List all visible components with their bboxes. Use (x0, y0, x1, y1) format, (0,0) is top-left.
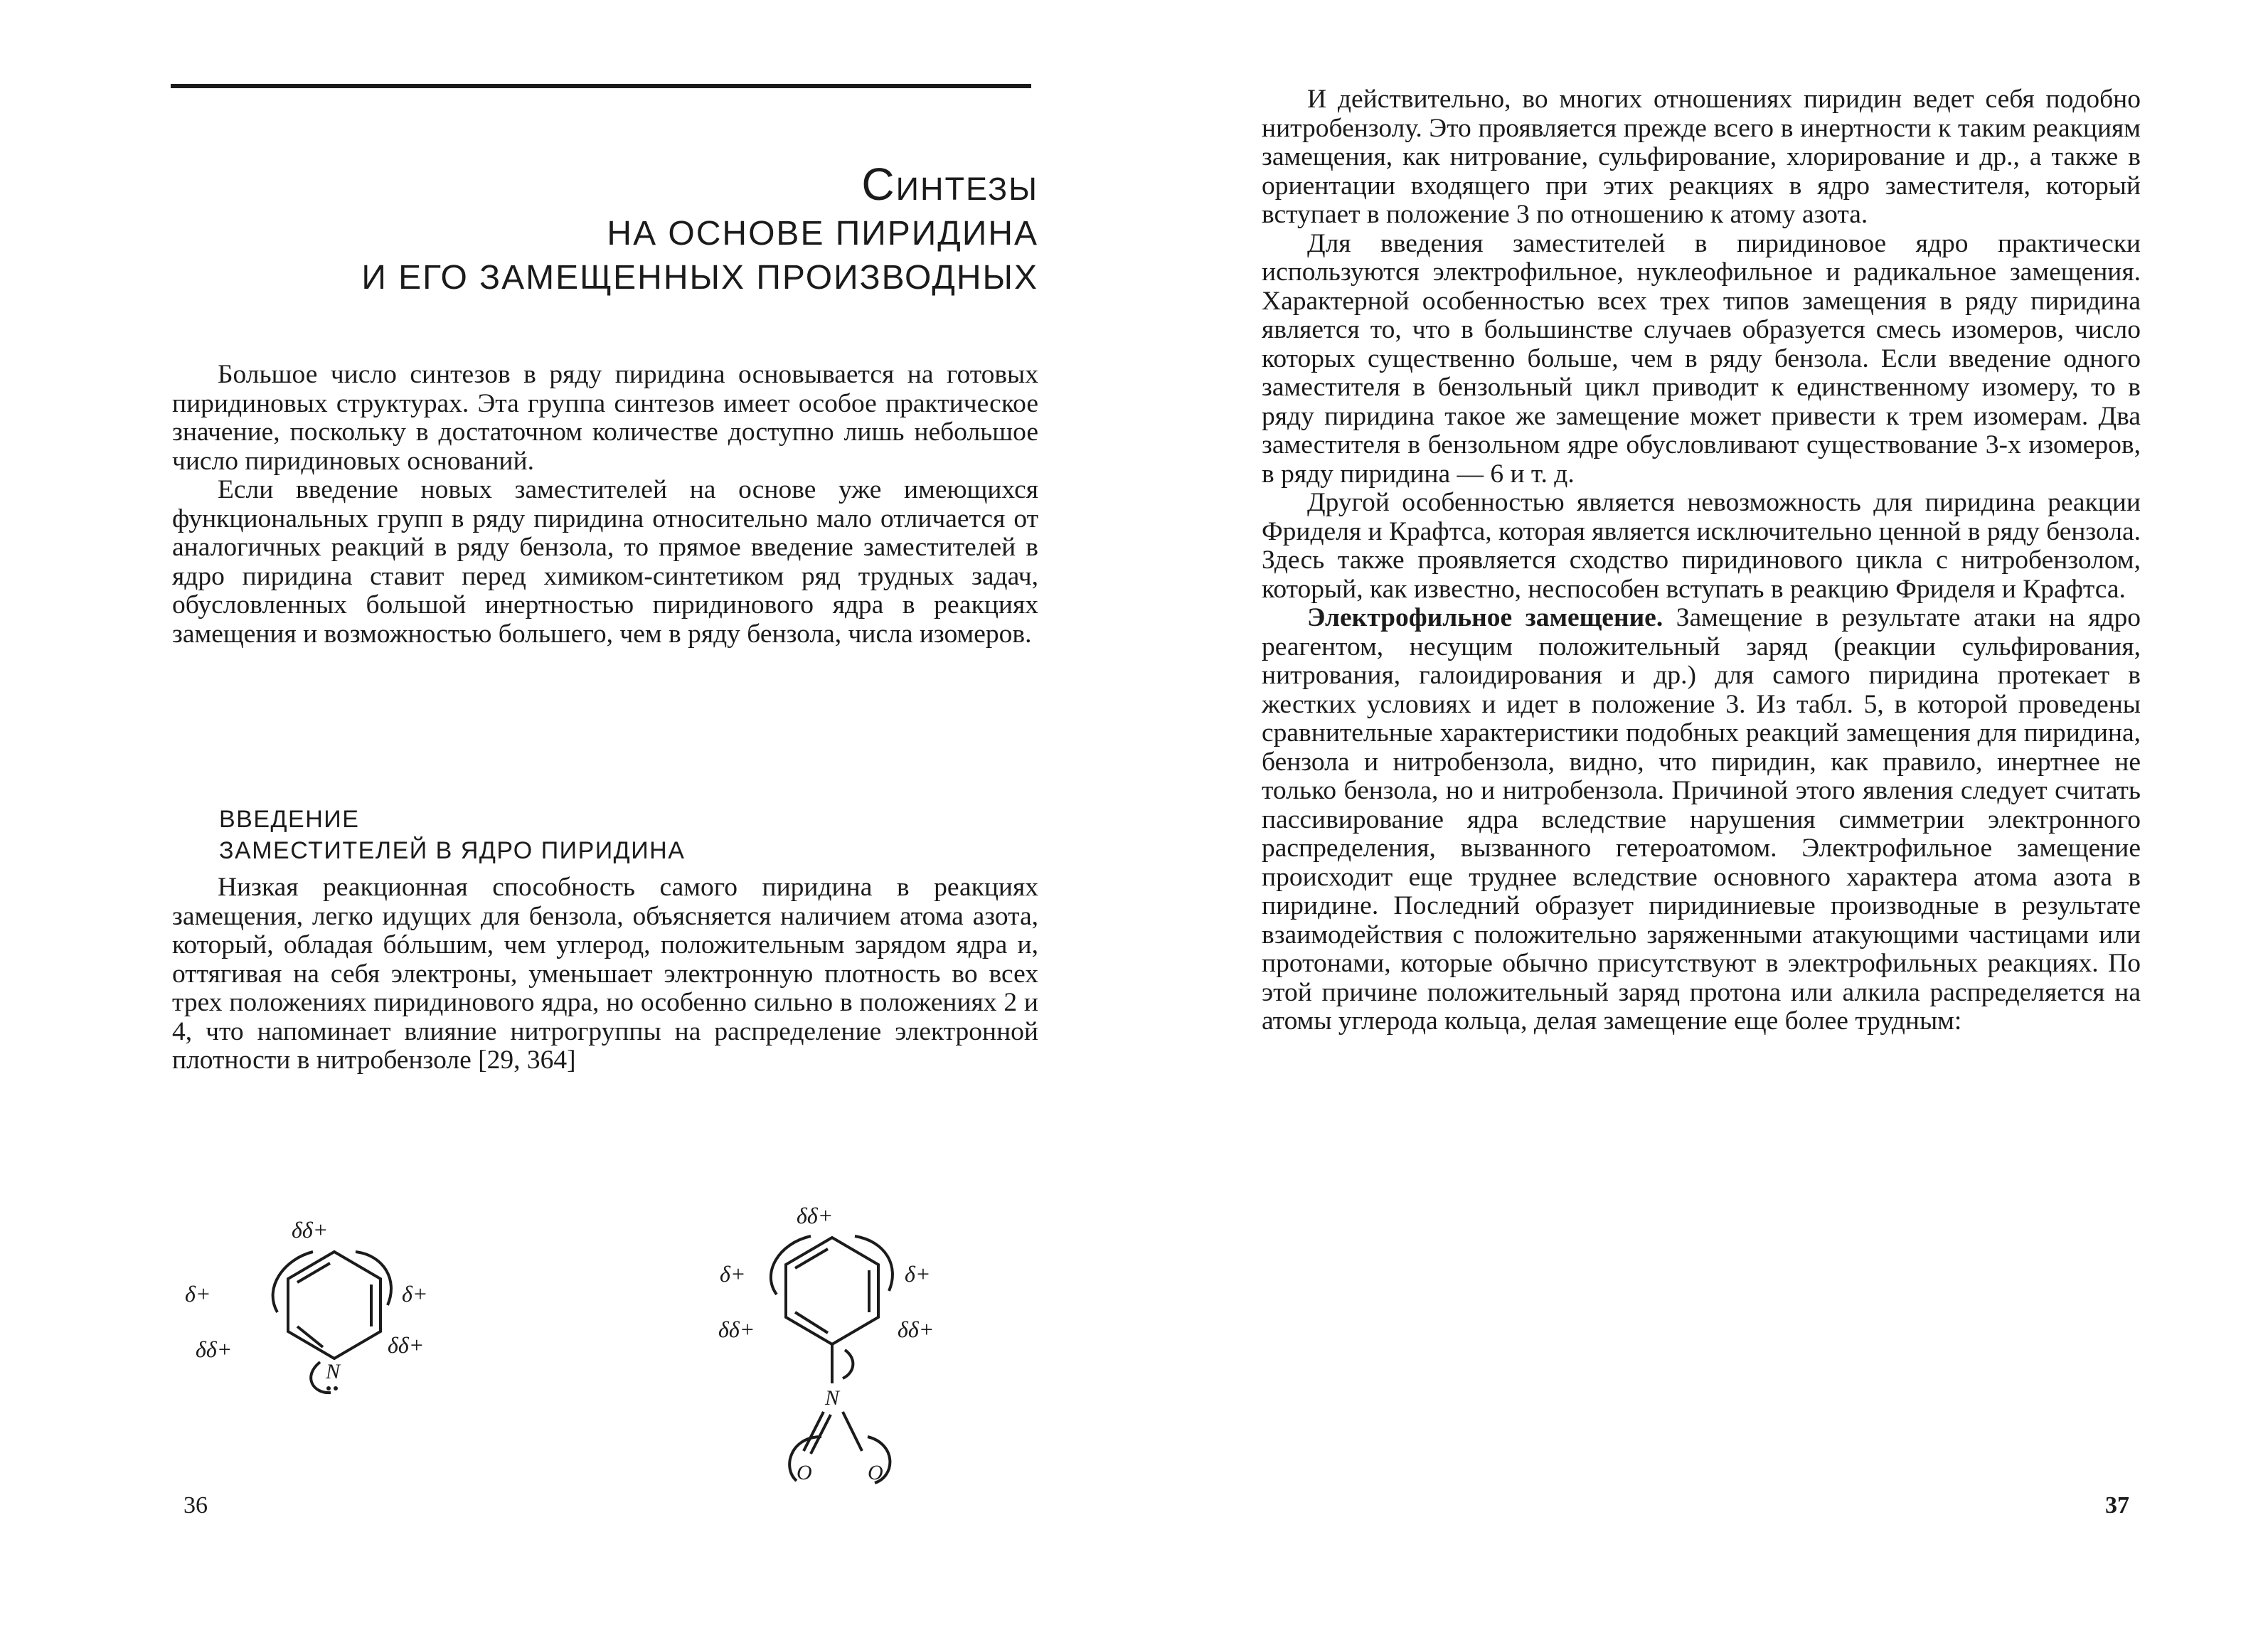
section-text (172, 873, 1038, 1075)
benzene-ring (786, 1238, 878, 1344)
intro-paragraph-1: Большое число синтезов в ряду пиридина основывается на готовых пиридиновых структурах. Эта группа синтезов имеет особое практическое значение, поскольку в достаточном количестве доступно лишь небольшое число пиридиновых оснований. (172, 360, 1038, 476)
arrow-left (273, 1252, 313, 1312)
right-text (1262, 85, 2141, 1036)
electrophilic-substitution-heading: Электрофильное замещение. (1307, 603, 1663, 632)
pyridine-lower-right-label: δδ+ (388, 1332, 425, 1358)
nitrobenzene-oxygen-left: O (797, 1461, 812, 1484)
right-paragraph-4 (1262, 604, 2141, 1036)
n-o-right-bond (843, 1412, 862, 1451)
title-line-1: Синтезы (861, 159, 1038, 210)
pyridine-nitrogen: N (326, 1360, 341, 1383)
top-rule (171, 84, 1031, 88)
right-page (1134, 0, 2268, 1638)
pyridine-ring (288, 1252, 380, 1358)
intro-text (172, 361, 1038, 649)
pyridine-left-label: δ+ (185, 1281, 211, 1307)
right-paragraph-4-text: Замещение в результате атаки на ядро реагентом, несущим положительный заряд (реакции сульфирования, нитрования, галоидирования и др.) для самого пиридина протекает в жестких условиях и идет в положение 3. Из табл. 5, в которой проведены сравнительные характеристики подобных реакций замещения для пиридина, бензола и нитробензола, видно, что пиридин, как правило, инертнее не только бензола, но и нитробензола. Причиной этого явления следует считать пассивирование ядра вследствие нарушения симметрии электронного распределения, вызванного гетероатомом. Электрофильное замещение происходит еще труднее вследствие основного характера атома азота в пиридине. Последний образует пиридиниевые производные в результате взаимодействия с положительно заряженными атакующими частицами или протонами, которые обычно присутствуют в электрофильных реакциях. По этой причине положительный заряд протона или алкила распределяется на атомы углерода кольца, делая замещение еще более трудным: (1262, 603, 2141, 1036)
section-paragraph-1: Низкая реакционная способность самого пиридина в реакциях замещения, легко идущих для бензола, объясняется наличием атома азота, который, обладая бóльшим, чем углерод, положительным зарядом ядра и, оттягивая на себя электроны, уменьшает электронную плотность во всех трех положениях пиридинового ядра, но особенно сильно в положениях 2 и 4, что напоминает влияние нитрогруппы на распределение электронной плотности в нитробензоле [29, 364] (172, 873, 1038, 1075)
nitrobenzene-lower-right-label: δδ+ (898, 1317, 935, 1342)
section-heading-line-1: ВВЕДЕНИЕ (219, 806, 360, 833)
right-paragraph-2: Для введения заместителей в пиридиновое ядро практически используются электрофильное, нуклеофильное и радикальное замещения. Характерной особенностью всех трех типов замещения в ряду пиридина является то, что в большинстве случаев образуется смесь изомеров, число которых существенно больше, чем в ряду бензола. Если введение одного заместителя в бензольный цикл приводит к единственному изомеру, то в ряду пиридина такое же замещение может привести к трем изомерам. Два заместителя в бензольном ядре обусловливают существование 3-х изомеров, в ряду пиридина — 6 и т. д. (1262, 228, 2141, 489)
nitrobenzene-lower-left-label: δδ+ (718, 1317, 755, 1342)
page-number-right: 37 (2105, 1492, 2129, 1519)
nitrobenzene-top-label: δδ+ (797, 1203, 834, 1228)
nitrobenzene-nitrogen: N (825, 1386, 840, 1410)
chapter-title (361, 156, 1038, 300)
pyridine-right-label: δ+ (402, 1281, 428, 1307)
page-number-left: 36 (183, 1492, 208, 1519)
section-heading-line-2: ЗАМЕСТИТЕЛЕЙ В ЯДРО ПИРИДИНА (219, 837, 686, 864)
title-line-3: И ЕГО ЗАМЕЩЕННЫХ ПРОИЗВОДНЫХ (361, 259, 1038, 297)
intro-paragraph-2: Если введение новых заместителей на основе уже имеющихся функциональных групп в ряду пиридина относительно мало отличается от аналогичных реакций в ряду бензола, то прямое введение заместителей в ядро пиридина ставит перед химиком-синтетиком ряд трудных задач, обусловленных большой инертностью пиридинового ядра в реакциях замещения и возможностью большего, чем в ряду бензола, числа изомеров. (172, 475, 1038, 649)
section-heading (219, 804, 685, 866)
title-line-2: НА ОСНОВЕ ПИРИДИНА (607, 215, 1038, 252)
right-paragraph-1: И действительно, во многих отношениях пиридин ведет себя подобно нитробензолу. Это проявляется прежде всего в инертности к таким реакциям замещения, как нитрование, сульфирование, хлорирование и др., а также в ориентации входящего при этих реакциях в ядро заместителя, который вступает в положение 3 по отношению к атому азота. (1262, 85, 2141, 229)
nitrobenzene-right-label: δ+ (905, 1261, 931, 1287)
nitrobenzene-oxygen-right: O (868, 1461, 883, 1484)
pyridine-diagram (171, 1209, 484, 1437)
right-paragraph-3: Другой особенностью является невозможность для пиридина реакции Фриделя и Крафтса, которая является исключительно ценной в ряду бензола. Здесь также проявляется сходство пиридинового цикла с нитробензолом, который, как известно, неспособен вступать в реакцию Фриделя и Крафтса. (1262, 488, 2141, 604)
nitrobenzene-diagram (697, 1195, 1010, 1494)
pyridine-lower-left-label: δδ+ (196, 1336, 233, 1362)
pyridine-top-label: δδ+ (292, 1217, 329, 1243)
arrow-right (356, 1252, 391, 1305)
nitrobenzene-left-label: δ+ (720, 1261, 746, 1287)
